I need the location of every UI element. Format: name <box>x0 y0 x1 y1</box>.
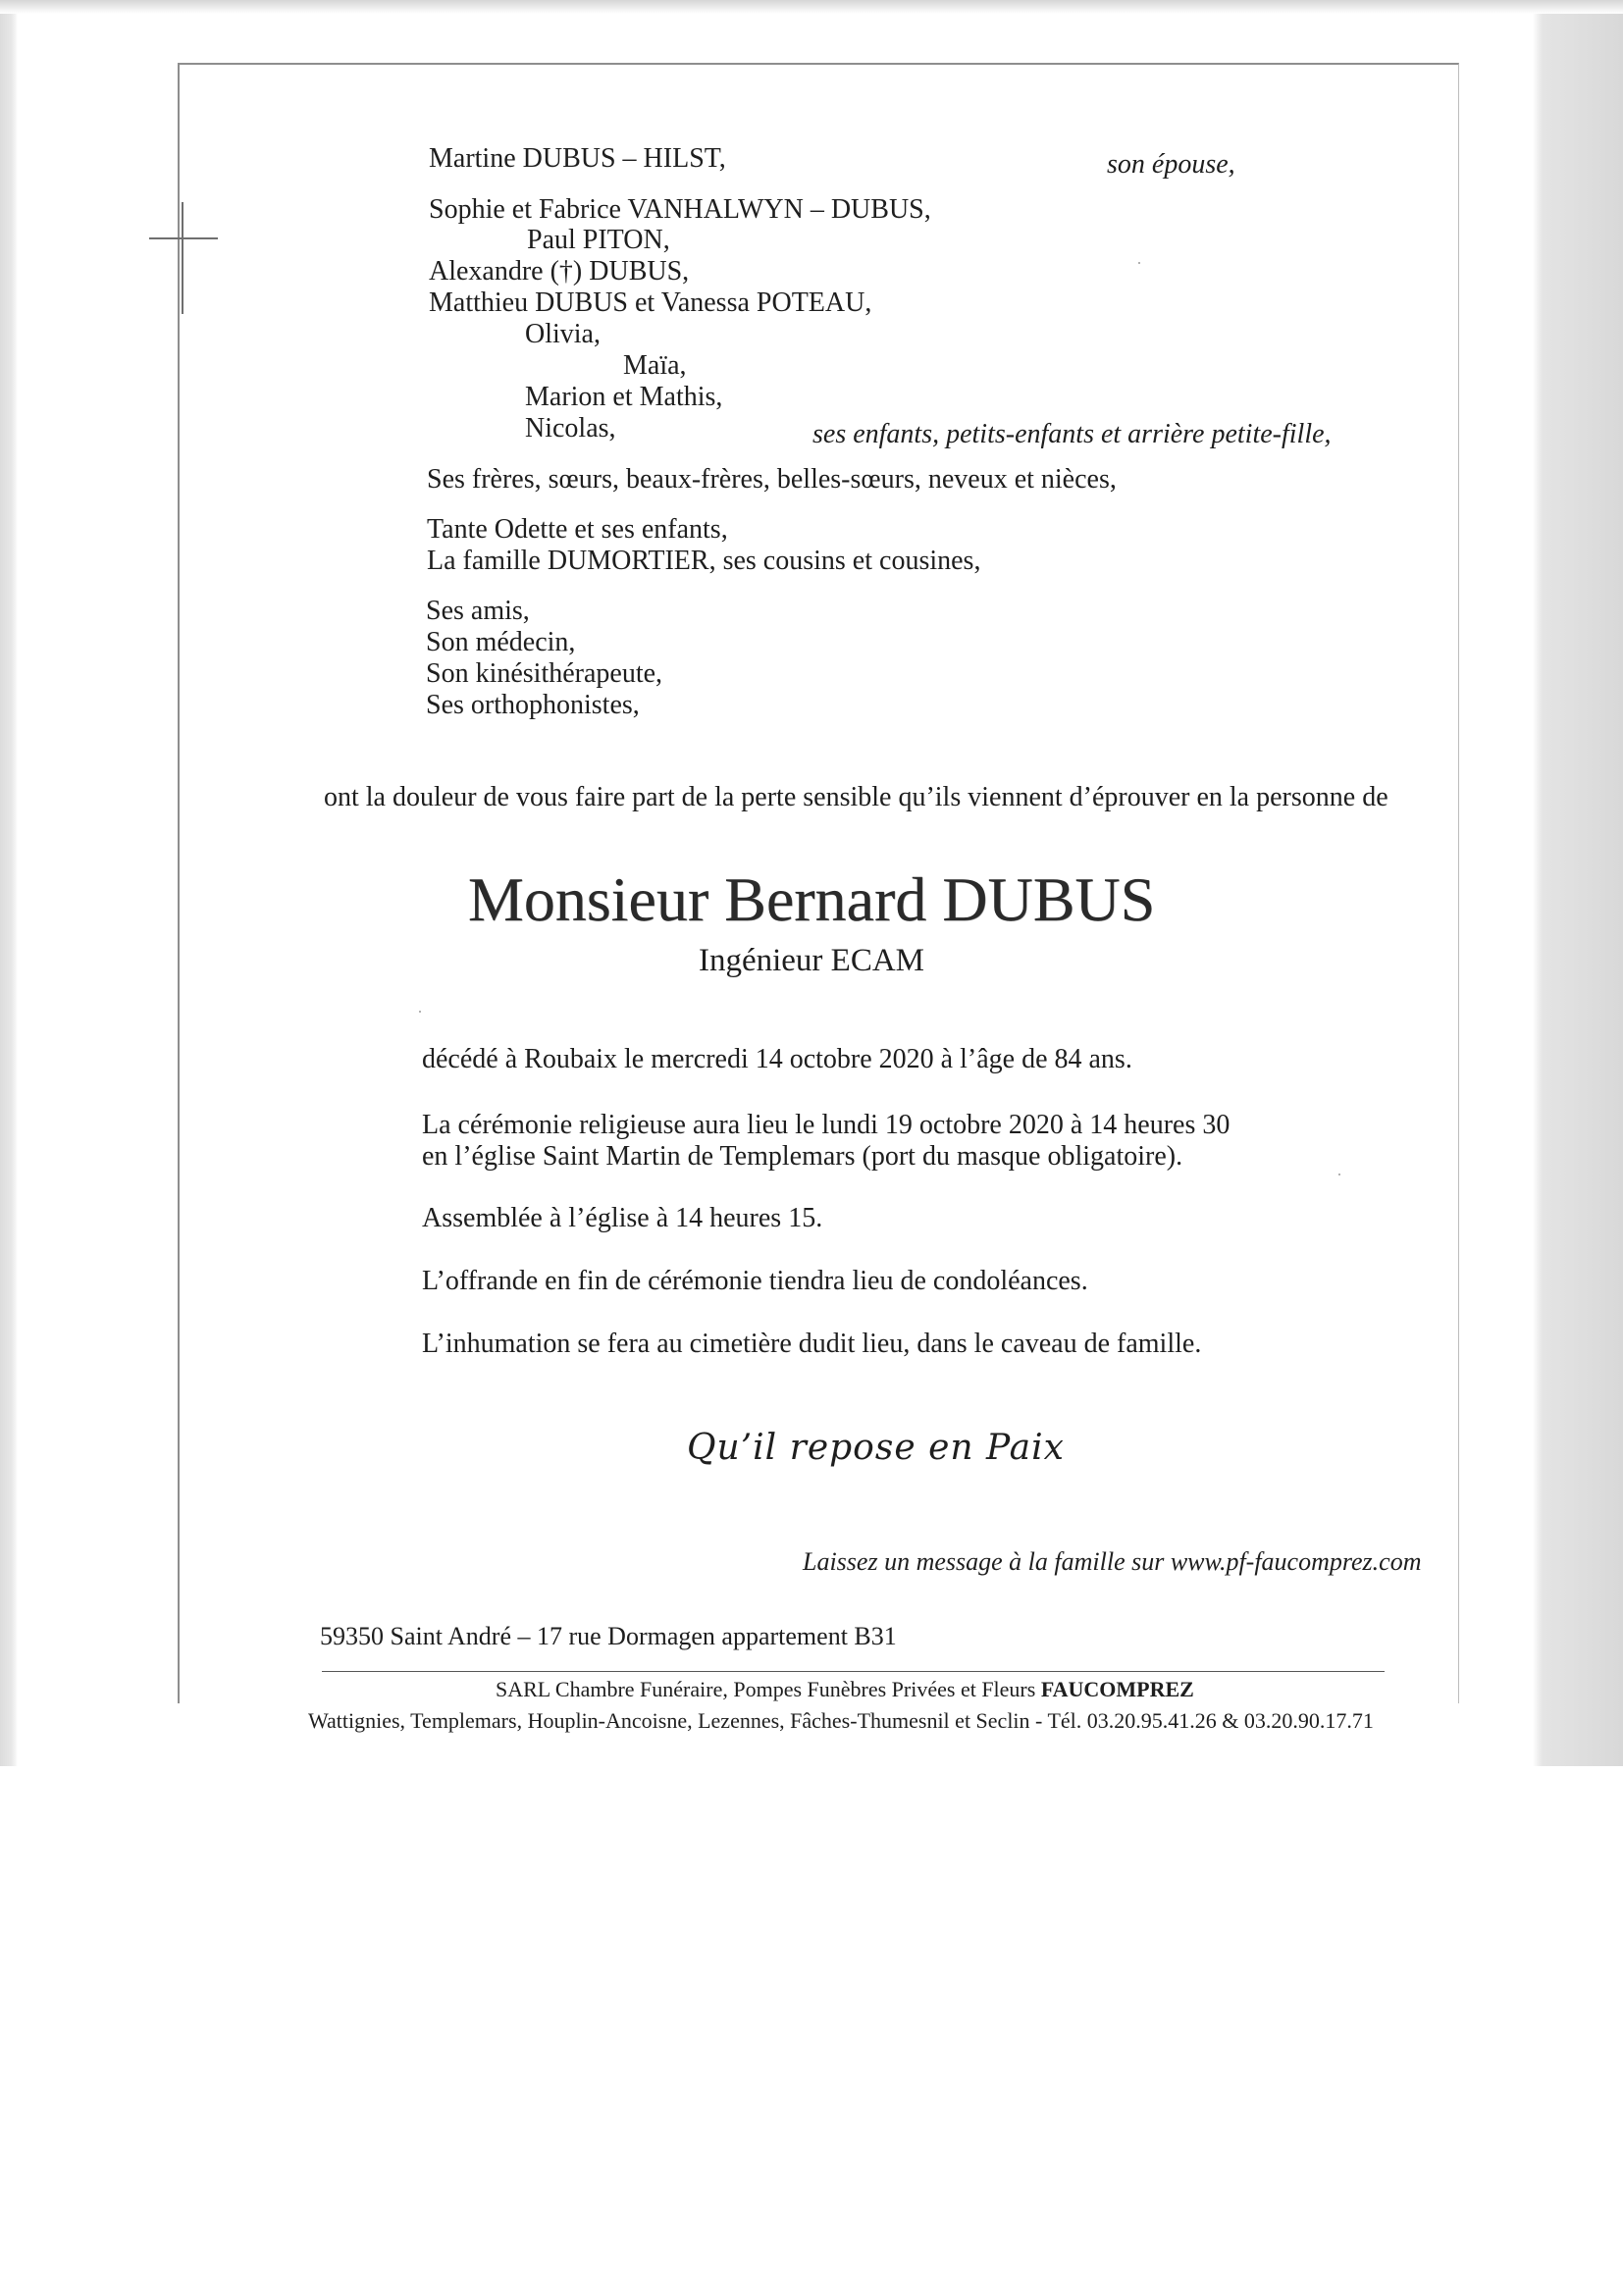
other-line: Son médecin, <box>426 627 576 657</box>
address-line: 59350 Saint André – 17 rue Dormagen appartement B31 <box>320 1622 897 1650</box>
company-name: FAUCOMPREZ <box>1040 1677 1194 1701</box>
death-details: décédé à Roubaix le mercredi 14 octobre 2020 à l’âge de 84 ans. <box>422 1044 1132 1074</box>
children-role: ses enfants, petits-enfants et arrière petite-fille, <box>812 419 1332 449</box>
family-member: Alexandre (†) DUBUS, <box>429 256 690 287</box>
announcement-line: ont la douleur de vous faire part de la perte sensible qu’ils viennent d’éprouver en la personne de <box>324 782 1388 812</box>
burial-line: L’inhumation se fera au cimetière dudit lieu, dans le caveau de famille. <box>422 1329 1202 1359</box>
family-member: Marion et Mathis, <box>525 382 723 412</box>
scan-speck <box>1338 1174 1340 1175</box>
assembly-line: Assemblée à l’église à 14 heures 15. <box>422 1203 823 1233</box>
other-line: Son kinésithérapeute, <box>426 658 663 689</box>
family-member: Maïa, <box>623 350 687 381</box>
relative-line: Tante Odette et ses enfants, <box>427 514 728 545</box>
spouse-name: Martine DUBUS – HILST, <box>429 143 726 174</box>
family-member: Nicolas, <box>525 413 616 444</box>
scan-speck <box>1138 262 1140 264</box>
ceremony-line-2: en l’église Saint Martin de Templemars (port du masque obligatoire). <box>422 1141 1183 1172</box>
blessing-script: Qu’il repose en Paix <box>687 1428 1065 1468</box>
cross-symbol-horizontal <box>149 237 218 239</box>
offering-line: L’offrande en fin de cérémonie tiendra lieu de condoléances. <box>422 1266 1088 1296</box>
family-member: Paul PITON, <box>527 225 670 255</box>
family-member: Matthieu DUBUS et Vanessa POTEAU, <box>429 287 872 318</box>
relative-line: La famille DUMORTIER, ses cousins et cousines, <box>427 546 981 576</box>
cross-symbol-vertical <box>182 202 183 314</box>
company-line <box>496 1677 1194 1702</box>
company-locations: Wattignies, Templemars, Houplin-Ancoisne, Lezennes, Fâches-Thumesnil et Seclin - Tél. 03.20.95.41.26 & 03.20.90.17.71 <box>308 1708 1374 1733</box>
spouse-role: son épouse, <box>1107 149 1235 180</box>
deceased-title: Ingénieur ECAM <box>698 943 925 978</box>
footer-divider <box>322 1671 1385 1672</box>
siblings-line: Ses frères, sœurs, beaux-frères, belles-sœurs, neveux et nièces, <box>427 464 1117 495</box>
website-message: Laissez un message à la famille sur www.pf-faucomprez.com <box>803 1547 1422 1576</box>
company-prefix: SARL Chambre Funéraire, Pompes Funèbres Privées et Fleurs <box>496 1677 1036 1701</box>
family-member: Sophie et Fabrice VANHALWYN – DUBUS, <box>429 194 931 225</box>
deceased-name: Monsieur Bernard DUBUS <box>467 864 1156 934</box>
other-line: Ses amis, <box>426 596 530 626</box>
scan-speck <box>419 1011 421 1013</box>
family-member: Olivia, <box>525 319 601 349</box>
ceremony-line-1: La cérémonie religieuse aura lieu le lundi 19 octobre 2020 à 14 heures 30 <box>422 1110 1230 1140</box>
other-line: Ses orthophonistes, <box>426 690 640 720</box>
